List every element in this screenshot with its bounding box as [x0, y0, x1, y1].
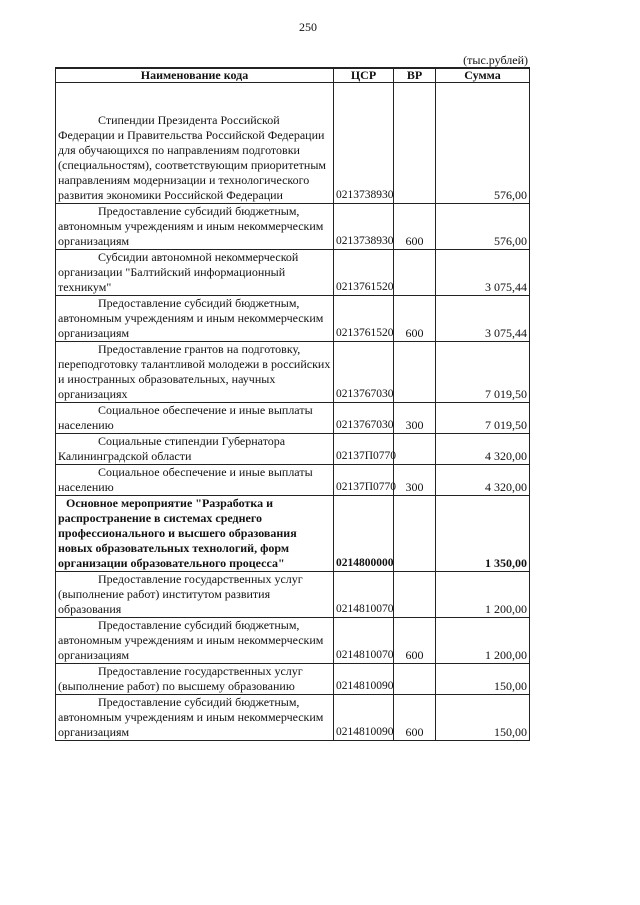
row-sum: 1 200,00 — [436, 618, 530, 664]
row-name: Социальное обеспечение и иные выплаты населению — [56, 465, 334, 496]
page-number: 250 — [299, 20, 317, 34]
row-vr: 600 — [394, 695, 436, 741]
table-row — [56, 403, 530, 434]
row-csr: 02137П0770 — [334, 465, 394, 496]
table-row — [56, 664, 530, 695]
row-name: Предоставление грантов на подготовку, переподготовку талантливой молодежи в российских и иностранных образовательных, научных организациях — [56, 342, 334, 403]
row-sum: 1 200,00 — [436, 572, 530, 618]
table-row — [56, 572, 530, 618]
table-row — [56, 465, 530, 496]
header-sum: Сумма — [436, 68, 530, 83]
row-csr: 0214810090 — [334, 695, 394, 741]
row-csr: 0214800000 — [334, 496, 394, 572]
row-csr: 0213767030 — [334, 342, 394, 403]
table-row — [56, 83, 530, 204]
table-row — [56, 342, 530, 403]
row-csr: 0214810090 — [334, 664, 394, 695]
row-sum: 4 320,00 — [436, 434, 530, 465]
row-csr: 0214810070 — [334, 618, 394, 664]
row-vr — [394, 572, 436, 618]
table-header-row — [56, 68, 530, 83]
row-csr: 0213761520 — [334, 296, 394, 342]
table-row — [56, 296, 530, 342]
row-sum: 576,00 — [436, 204, 530, 250]
row-sum: 4 320,00 — [436, 465, 530, 496]
header-csr: ЦСР — [334, 68, 394, 83]
row-vr — [394, 664, 436, 695]
row-vr: 600 — [394, 618, 436, 664]
table-row-main-activity — [56, 496, 530, 572]
row-name: Социальное обеспечение и иные выплаты населению — [56, 403, 334, 434]
row-name: Предоставление субсидий бюджетным, автономным учреждениям и иным некоммерческим организациям — [56, 296, 334, 342]
row-vr: 600 — [394, 204, 436, 250]
row-sum: 3 075,44 — [436, 250, 530, 296]
units-label: (тыс.рублей) — [463, 53, 528, 67]
row-vr — [394, 250, 436, 296]
row-name: Предоставление субсидий бюджетным, автономным учреждениям и иным некоммерческим организациям — [56, 618, 334, 664]
header-vr: ВР — [394, 68, 436, 83]
table-row — [56, 250, 530, 296]
row-name: Предоставление субсидий бюджетным, автономным учреждениям и иным некоммерческим организациям — [56, 204, 334, 250]
row-csr: 0213738930 — [334, 204, 394, 250]
table-row — [56, 618, 530, 664]
row-sum: 7 019,50 — [436, 403, 530, 434]
row-vr: 300 — [394, 465, 436, 496]
table-row — [56, 434, 530, 465]
row-csr: 0213738930 — [334, 83, 394, 204]
row-sum: 150,00 — [436, 695, 530, 741]
header-name: Наименование кода — [56, 68, 334, 83]
row-sum: 7 019,50 — [436, 342, 530, 403]
row-sum: 150,00 — [436, 664, 530, 695]
row-sum: 1 350,00 — [436, 496, 530, 572]
row-name: Стипендии Президента Российской Федерации и Правительства Российской Федерации для обучающихся по направлениям подготовки (специальностям), соответствующим приоритетным направлениям модернизации и технологического развития экономики Российской Федерации — [56, 83, 334, 204]
budget-table — [55, 67, 530, 741]
row-csr: 0214810070 — [334, 572, 394, 618]
table-row — [56, 695, 530, 741]
row-vr — [394, 342, 436, 403]
row-csr: 0213761520 — [334, 250, 394, 296]
row-name: Предоставление субсидий бюджетным, автономным учреждениям и иным некоммерческим организациям — [56, 695, 334, 741]
row-vr: 300 — [394, 403, 436, 434]
table-row — [56, 204, 530, 250]
row-name: Предоставление государственных услуг (выполнение работ) по высшему образованию — [56, 664, 334, 695]
row-name: Основное мероприятие "Разработка и распространение в системах среднего профессионального и высшего образования новых образовательных технологий, форм организации образовательного процесса" — [56, 496, 334, 572]
row-vr — [394, 83, 436, 204]
row-name: Субсидии автономной некоммерческой организации "Балтийский информационный техникум" — [56, 250, 334, 296]
table-body — [56, 83, 530, 741]
row-name: Предоставление государственных услуг (выполнение работ) институтом развития образования — [56, 572, 334, 618]
row-csr: 0213767030 — [334, 403, 394, 434]
row-vr — [394, 434, 436, 465]
row-vr: 600 — [394, 296, 436, 342]
row-sum: 3 075,44 — [436, 296, 530, 342]
row-name: Социальные стипендии Губернатора Калининградской области — [56, 434, 334, 465]
row-csr: 02137П0770 — [334, 434, 394, 465]
row-vr — [394, 496, 436, 572]
row-sum: 576,00 — [436, 83, 530, 204]
